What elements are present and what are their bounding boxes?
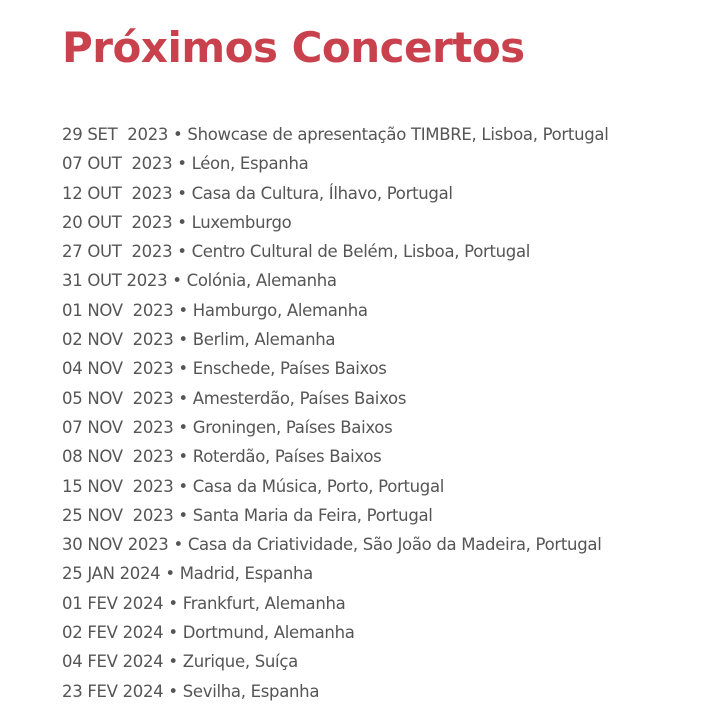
concert-item: 08 NOV 2023 • Roterdão, Países Baixos xyxy=(62,447,382,467)
concert-item: 05 NOV 2023 • Amesterdão, Países Baixos xyxy=(62,388,407,408)
concert-item: 02 FEV 2024 • Dortmund, Alemanha xyxy=(62,623,355,643)
concert-item: 25 NOV 2023 • Santa Maria da Feira, Portugal xyxy=(62,505,433,525)
concert-item: 30 NOV 2023 • Casa da Criatividade, São João da Madeira, Portugal xyxy=(62,535,602,555)
concert-item: 01 NOV 2023 • Hamburgo, Alemanha xyxy=(62,300,368,320)
concert-item: 04 NOV 2023 • Enschede, Países Baixos xyxy=(62,359,387,379)
concert-item: 15 NOV 2023 • Casa da Música, Porto, Portugal xyxy=(62,476,445,496)
concert-item: 07 NOV 2023 • Groningen, Países Baixos xyxy=(62,417,393,437)
concert-item: 04 FEV 2024 • Zurique, Suíça xyxy=(62,652,298,672)
concert-item: 07 OUT 2023 • Léon, Espanha xyxy=(62,154,309,174)
concert-list xyxy=(62,120,609,706)
concert-item: 20 OUT 2023 • Luxemburgo xyxy=(62,212,292,232)
concert-item: 12 OUT 2023 • Casa da Cultura, Ílhavo, Portugal xyxy=(62,183,453,203)
concert-item: 02 NOV 2023 • Berlim, Alemanha xyxy=(62,330,336,350)
concerts-section xyxy=(62,20,711,701)
concert-item: 01 FEV 2024 • Frankfurt, Alemanha xyxy=(62,593,346,613)
concert-item: 25 JAN 2024 • Madrid, Espanha xyxy=(62,564,313,584)
page-title: Próximos Concertos xyxy=(62,23,525,72)
concert-item: 27 OUT 2023 • Centro Cultural de Belém, Lisboa, Portugal xyxy=(62,242,531,262)
concert-item: 23 FEV 2024 • Sevilha, Espanha xyxy=(62,681,320,701)
concert-item: 31 OUT 2023 • Colónia, Alemanha xyxy=(62,271,337,291)
concert-item: 29 SET 2023 • Showcase de apresentação TIMBRE, Lisboa, Portugal xyxy=(62,125,609,144)
